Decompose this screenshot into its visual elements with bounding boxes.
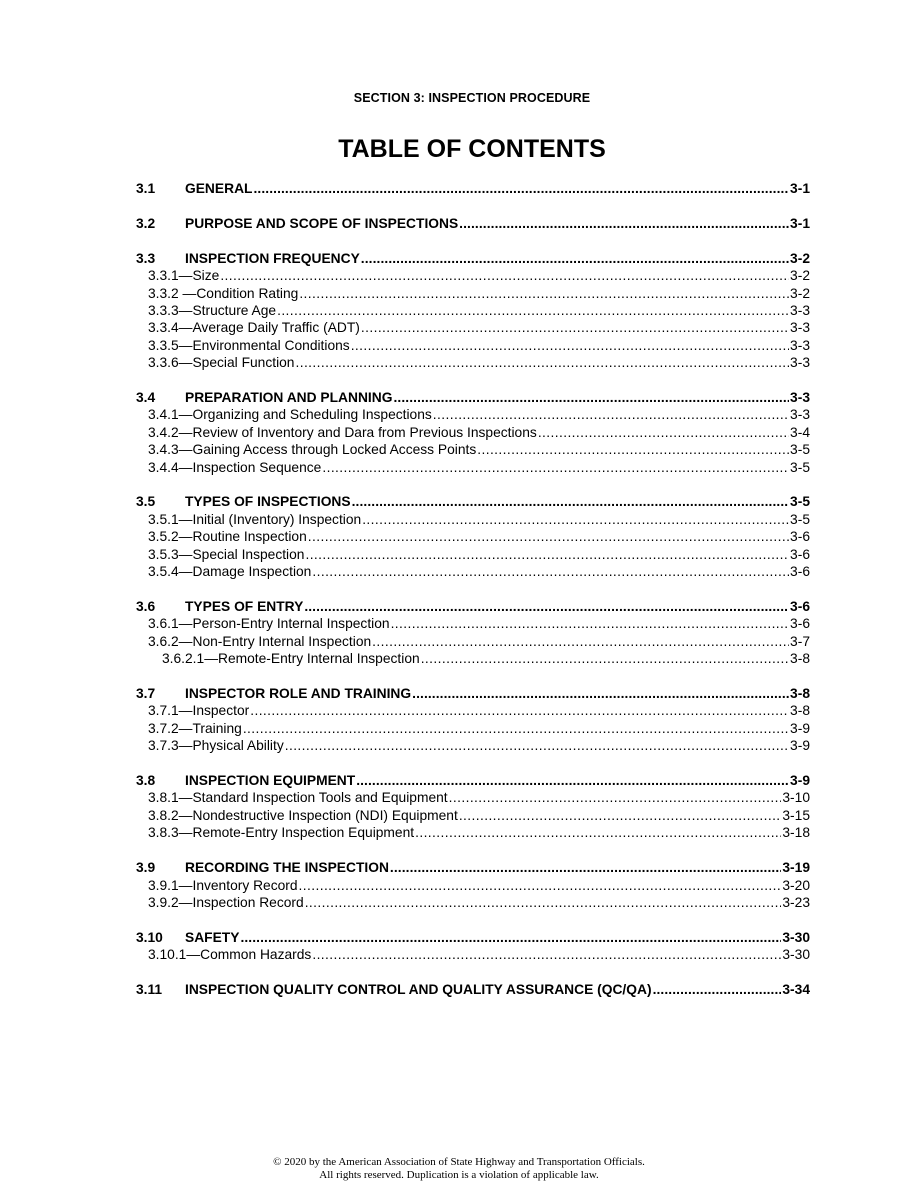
toc-section-3-10 <box>136 929 810 964</box>
toc-entry[interactable] <box>136 772 810 789</box>
dot-leader <box>449 789 782 806</box>
subsection-title: 3.7.2—Training <box>148 720 242 736</box>
toc-entry[interactable] <box>136 389 810 406</box>
section-number: 3.7 <box>136 685 156 701</box>
page-number: 3-6 <box>790 546 810 562</box>
dot-leader <box>421 650 789 667</box>
page-number: 3-10 <box>782 790 810 806</box>
page-number: 3-1 <box>790 181 810 196</box>
dot-leader <box>305 546 789 563</box>
toc-subentry[interactable] <box>136 459 810 476</box>
section-number: 3.3 <box>136 250 156 266</box>
dot-leader <box>653 981 782 998</box>
toc-entry[interactable] <box>136 929 810 946</box>
dot-leader <box>253 180 789 197</box>
toc-entry[interactable] <box>136 981 810 998</box>
page-number: 3-23 <box>782 894 810 910</box>
toc-subentry[interactable] <box>136 615 810 632</box>
toc-subentry[interactable] <box>136 807 810 824</box>
toc-subentry[interactable] <box>136 789 810 806</box>
subsection-title: 3.4.2—Review of Inventory and Dara from Previous Inspections <box>148 424 537 440</box>
dot-leader <box>433 406 789 423</box>
page-number: 3-9 <box>790 773 810 789</box>
subsection-title: 3.3.5—Environmental Conditions <box>148 337 350 353</box>
toc-section-3-11 <box>136 981 810 998</box>
dot-leader <box>299 285 789 302</box>
dot-leader <box>393 389 789 406</box>
subsection-title: 3.10.1—Common Hazards <box>148 947 312 963</box>
dot-leader <box>412 685 789 702</box>
dot-leader <box>361 319 789 336</box>
toc-subentry[interactable] <box>136 424 810 441</box>
subsection-title: 3.4.4—Inspection Sequence <box>148 459 322 475</box>
subsection-title: 3.5.2—Routine Inspection <box>148 529 307 545</box>
section-number: 3.6 <box>136 598 156 614</box>
toc-subentry[interactable] <box>136 720 810 737</box>
subsection-title: 3.8.3—Remote-Entry Inspection Equipment <box>148 825 415 841</box>
toc-subentry[interactable] <box>136 633 810 650</box>
section-title: INSPECTOR ROLE AND TRAINING <box>185 685 412 701</box>
toc-subentry[interactable] <box>136 877 810 894</box>
dot-leader <box>243 720 789 737</box>
page-number: 3-5 <box>790 494 810 510</box>
page-number: 3-30 <box>782 947 810 963</box>
page-number: 3-19 <box>782 860 810 876</box>
dot-leader <box>538 424 789 441</box>
dot-leader <box>295 354 789 371</box>
page-number: 3-6 <box>790 598 810 614</box>
page-number: 3-5 <box>790 442 810 458</box>
toc-subentry[interactable] <box>136 824 810 841</box>
dot-leader <box>220 267 789 284</box>
dot-leader <box>372 633 789 650</box>
toc-subentry[interactable] <box>136 337 810 354</box>
section-title: PREPARATION AND PLANNING <box>185 390 393 406</box>
dot-leader <box>322 459 789 476</box>
dot-leader <box>391 615 789 632</box>
toc-subentry[interactable] <box>136 511 810 528</box>
page-number: 3-1 <box>790 215 810 231</box>
subsection-title: 3.5.3—Special Inspection <box>148 546 305 562</box>
page-number: 3-30 <box>782 929 810 945</box>
section-number: 3.2 <box>136 215 156 231</box>
dot-leader <box>477 441 789 458</box>
page-number: 3-9 <box>790 720 810 736</box>
subsection-title: 3.7.3—Physical Ability <box>148 738 284 754</box>
section-title: TYPES OF INSPECTIONS <box>185 494 351 510</box>
page-number: 3-2 <box>790 268 810 284</box>
section-number: 3.5 <box>136 494 156 510</box>
subsection-title: 3.6.2—Non-Entry Internal Inspection <box>148 633 372 649</box>
section-title: INSPECTION QUALITY CONTROL AND QUALITY ASSURANCE (QC/QA) <box>185 982 652 998</box>
page-number: 3-3 <box>790 407 810 423</box>
dot-leader <box>459 807 782 824</box>
toc-subentry[interactable] <box>136 702 810 719</box>
toc-subentry[interactable] <box>136 406 810 423</box>
section-title: INSPECTION FREQUENCY <box>185 250 360 266</box>
subsection-title: 3.6.2.1—Remote-Entry Internal Inspection <box>162 651 420 667</box>
toc-entry[interactable] <box>136 180 810 197</box>
dot-leader <box>415 824 781 841</box>
section-number: 3.4 <box>136 390 156 406</box>
section-number: 3.10 <box>136 929 163 945</box>
page-number: 3-6 <box>790 616 810 632</box>
toc-section-3-9 <box>136 859 810 911</box>
dot-leader <box>351 337 789 354</box>
toc-subentry[interactable] <box>136 894 810 911</box>
subsection-title: 3.3.2 —Condition Rating <box>148 285 299 301</box>
subsection-title: 3.4.1—Organizing and Scheduling Inspections <box>148 407 432 423</box>
page-title: TABLE OF CONTENTS <box>338 135 606 163</box>
toc-section-3-8 <box>136 772 810 842</box>
page-number: 3-3 <box>790 302 810 318</box>
section-title: PURPOSE AND SCOPE OF INSPECTIONS <box>185 215 459 231</box>
dot-leader <box>312 946 781 963</box>
toc-subentry[interactable] <box>136 319 810 336</box>
page-number: 3-2 <box>790 285 810 301</box>
dot-leader <box>304 598 789 615</box>
section-number: 3.1 <box>136 181 156 196</box>
subsection-title: 3.8.1—Standard Inspection Tools and Equipment <box>148 790 448 806</box>
page-number: 3-18 <box>782 825 810 841</box>
dot-leader <box>250 702 789 719</box>
page-number: 3-9 <box>790 738 810 754</box>
toc-section-3-6 <box>136 598 810 668</box>
subsection-title: 3.3.1—Size <box>148 268 220 284</box>
toc-section-3-5 <box>136 493 810 580</box>
copyright-line: © 2020 by the American Association of State Highway and Transportation Officials. <box>273 1156 645 1168</box>
subsection-title: 3.3.6—Special Function <box>148 355 295 371</box>
page-number: 3-8 <box>790 703 810 719</box>
dot-leader <box>459 215 789 232</box>
toc-subentry[interactable] <box>136 267 810 284</box>
dot-leader <box>308 528 789 545</box>
toc-entry[interactable] <box>136 685 810 702</box>
subsection-title: 3.5.1—Initial (Inventory) Inspection <box>148 511 362 527</box>
toc-subentry[interactable] <box>136 650 810 667</box>
subsection-title: 3.3.3—Structure Age <box>148 302 277 318</box>
page-number: 3-6 <box>790 564 810 580</box>
page-number: 3-4 <box>790 424 810 440</box>
toc-section-3-3 <box>136 250 810 372</box>
dot-leader <box>312 563 789 580</box>
page-number: 3-15 <box>782 807 810 823</box>
page-number: 3-5 <box>790 511 810 527</box>
subsection-title: 3.8.2—Nondestructive Inspection (NDI) Equipment <box>148 807 458 823</box>
toc-subentry[interactable] <box>136 546 810 563</box>
subsection-title: 3.9.2—Inspection Record <box>148 894 304 910</box>
dot-leader <box>390 859 781 876</box>
toc-section-3-4 <box>136 389 810 476</box>
dot-leader <box>356 772 789 789</box>
section-title: SAFETY <box>185 929 240 945</box>
toc-subentry[interactable] <box>136 285 810 302</box>
dot-leader <box>285 737 789 754</box>
dot-leader <box>240 929 781 946</box>
toc-subentry[interactable] <box>136 302 810 319</box>
dot-leader <box>299 877 782 894</box>
section-number: 3.8 <box>136 773 156 789</box>
table-of-contents <box>136 180 810 1016</box>
subsection-title: 3.6.1—Person-Entry Internal Inspection <box>148 616 390 632</box>
section-label: SECTION 3: INSPECTION PROCEDURE <box>353 91 591 105</box>
dot-leader <box>361 250 789 267</box>
toc-entry[interactable] <box>136 493 810 510</box>
section-number: 3.9 <box>136 860 156 876</box>
rights-line: All rights reserved. Duplication is a violation of applicable law. <box>319 1169 599 1181</box>
toc-section-3-1 <box>136 180 810 197</box>
toc-subentry[interactable] <box>136 354 810 371</box>
page-number: 3-2 <box>790 250 810 266</box>
toc-section-3-2 <box>136 215 810 232</box>
subsection-title: 3.4.3—Gaining Access through Locked Access Points <box>148 442 477 458</box>
page-number: 3-3 <box>790 355 810 371</box>
page-number: 3-3 <box>790 320 810 336</box>
toc-entry[interactable] <box>136 215 810 232</box>
dot-leader <box>362 511 789 528</box>
dot-leader <box>352 493 789 510</box>
subsection-title: 3.7.1—Inspector <box>148 703 250 719</box>
section-title: INSPECTION EQUIPMENT <box>185 773 356 789</box>
page-number: 3-8 <box>790 651 810 667</box>
toc-entry[interactable] <box>136 598 810 615</box>
toc-entry[interactable] <box>136 250 810 267</box>
toc-subentry[interactable] <box>136 441 810 458</box>
section-title: RECORDING THE INSPECTION <box>185 860 389 876</box>
toc-subentry[interactable] <box>136 737 810 754</box>
page-number: 3-6 <box>790 529 810 545</box>
subsection-title: 3.5.4—Damage Inspection <box>148 564 312 580</box>
section-title: TYPES OF ENTRY <box>185 598 304 614</box>
section-title: GENERAL <box>185 181 253 196</box>
dot-leader <box>277 302 789 319</box>
page-number: 3-5 <box>790 459 810 475</box>
page-number: 3-20 <box>782 877 810 893</box>
toc-subentry[interactable] <box>136 528 810 545</box>
subsection-title: 3.3.4—Average Daily Traffic (ADT) <box>148 320 360 336</box>
page-number: 3-3 <box>790 337 810 353</box>
page-number: 3-7 <box>790 633 810 649</box>
page-number: 3-8 <box>790 685 810 701</box>
toc-section-3-7 <box>136 685 810 755</box>
dot-leader <box>305 894 782 911</box>
toc-subentry[interactable] <box>136 563 810 580</box>
copyright-footer <box>0 1156 918 1182</box>
toc-subentry[interactable] <box>136 946 810 963</box>
page-number: 3-34 <box>782 982 810 998</box>
toc-entry[interactable] <box>136 859 810 876</box>
subsection-title: 3.9.1—Inventory Record <box>148 877 298 893</box>
page-number: 3-3 <box>790 390 810 406</box>
section-number: 3.11 <box>136 982 163 998</box>
